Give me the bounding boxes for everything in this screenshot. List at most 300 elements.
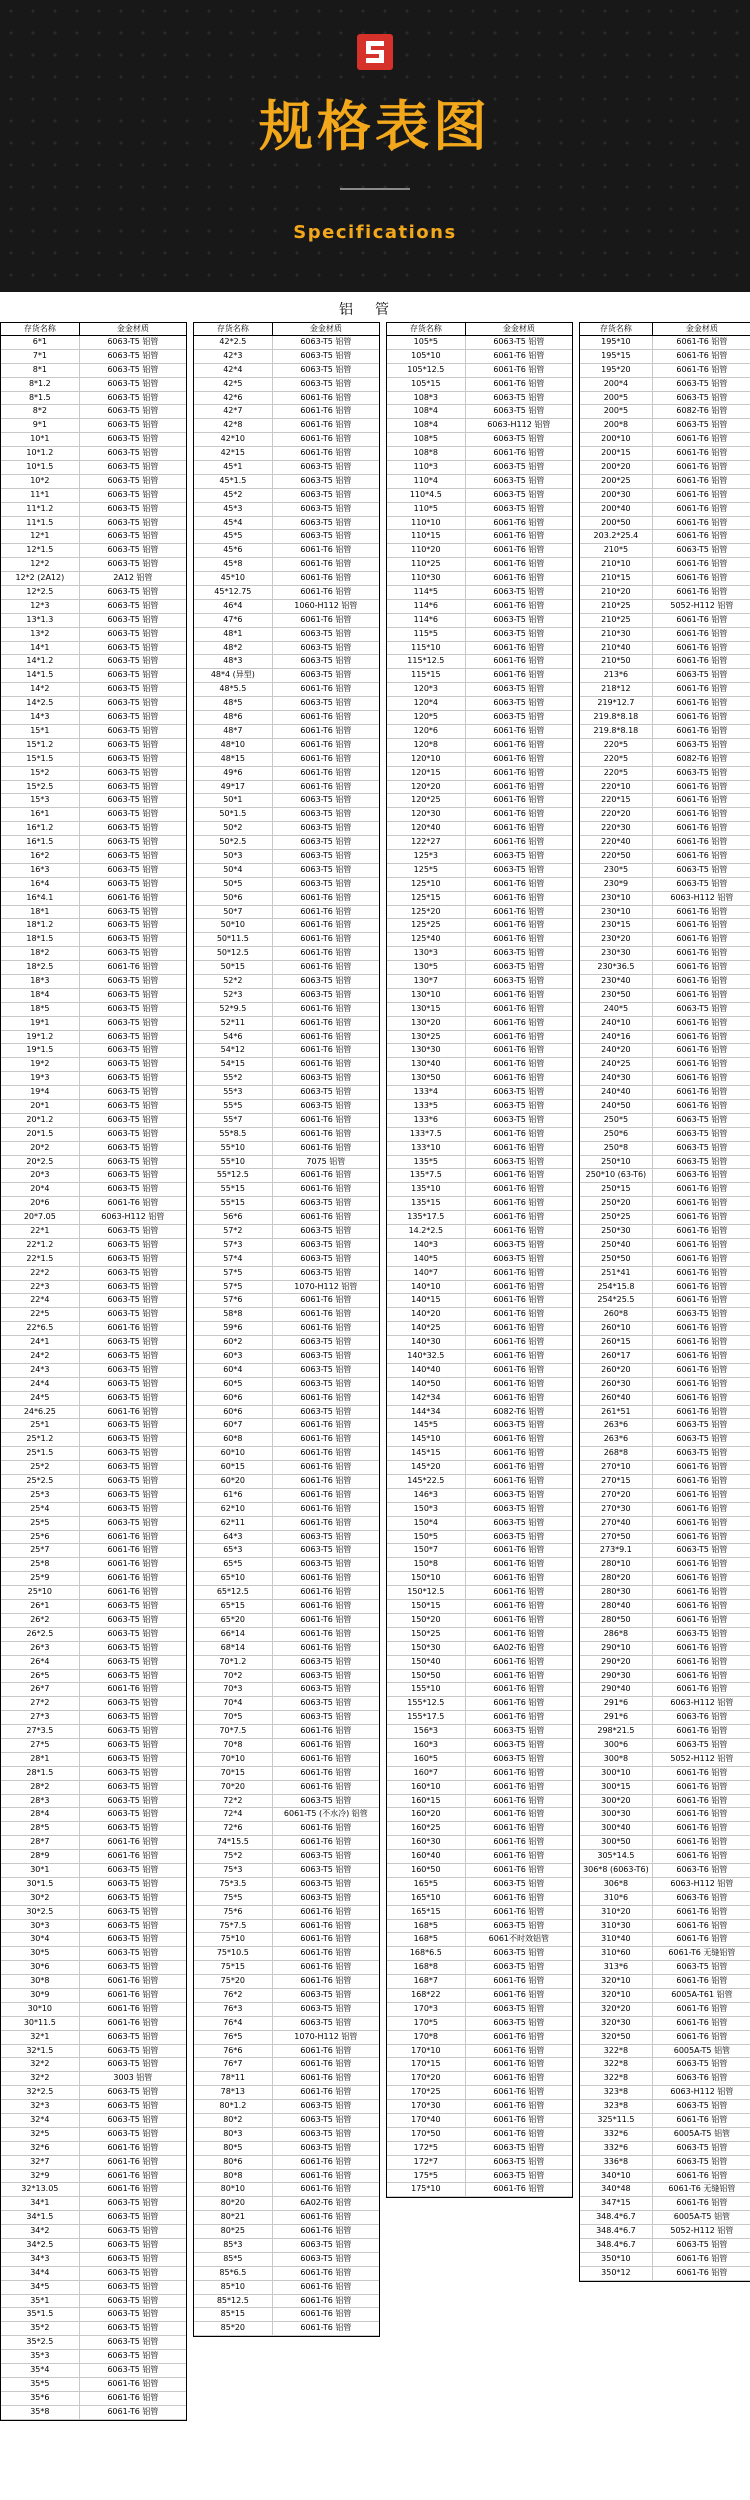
material-cell: 6061-T6 铝管 <box>300 614 352 624</box>
table-row <box>387 933 572 947</box>
material-cell: 6063-T5 铝管 <box>107 1781 159 1791</box>
table-row <box>387 600 572 614</box>
spec-cell: 254*25.5 <box>580 1294 653 1307</box>
material-cell: 6061-T6 铝管 <box>493 1601 545 1611</box>
material-cell: 6061-T6 铝管 <box>493 642 545 652</box>
spec-cell: 13*1.3 <box>1 614 80 627</box>
table-row <box>194 711 379 725</box>
spec-cell: 34*3 <box>1 2253 80 2266</box>
spec-cell: 55*7 <box>194 1114 273 1127</box>
spec-cell: 62*10 <box>194 1503 273 1516</box>
table-row <box>387 1864 572 1878</box>
table-row <box>194 669 379 683</box>
material-cell: 6063-T5 铝管 <box>493 1100 545 1110</box>
material-cell: 6063-T5 铝管 <box>300 1892 352 1902</box>
spec-cell: 68*14 <box>194 1642 273 1655</box>
table-row <box>580 808 750 822</box>
table-row <box>580 1920 750 1934</box>
material-cell: 6063-T5 铝管 <box>107 1864 159 1874</box>
material-cell: 6061-T6 铝管 <box>300 684 352 694</box>
table-row <box>580 1350 750 1364</box>
material-cell: 6061-T6 铝管 <box>493 1781 545 1791</box>
material-cell: 6061-T6 铝管 <box>493 1795 545 1805</box>
spec-cell: 35*4 <box>1 2364 80 2377</box>
spec-cell: 25*6 <box>1 1531 80 1544</box>
material-cell: 6063-T5 铝管 <box>107 2045 159 2055</box>
header-material: 金金材质 <box>685 324 718 333</box>
spec-cell: 30*9 <box>1 1989 80 2002</box>
spec-cell: 57*5 <box>194 1281 273 1294</box>
material-cell: 6063-T5 铝管 <box>300 850 352 860</box>
spec-cell: 75*7.5 <box>194 1920 273 1933</box>
spec-cell: 75*6 <box>194 1906 273 1919</box>
table-row <box>1 1739 186 1753</box>
table-row <box>194 919 379 933</box>
material-cell: 6061-T6 铝管 <box>107 1323 159 1333</box>
spec-cell: 263*6 <box>580 1419 653 1432</box>
material-cell: 6061-T6 铝管 <box>107 2406 159 2416</box>
column-header <box>194 323 379 336</box>
material-cell: 6063-T5 铝管 <box>107 837 159 847</box>
table-row <box>194 1920 379 1934</box>
spec-cell: 85*20 <box>194 2322 273 2335</box>
table-row <box>387 1670 572 1684</box>
spec-cell: 306*8 (6063-T6) <box>580 1864 653 1877</box>
material-cell: 6061-T6 铝管 <box>676 1601 728 1611</box>
spec-cell: 200*50 <box>580 517 653 530</box>
spec-cell: 80*5 <box>194 2142 273 2155</box>
material-cell: 6063-T5 铝管 <box>493 962 545 972</box>
spec-cell: 220*5 <box>580 739 653 752</box>
table-row <box>1 2128 186 2142</box>
material-cell: 6063-T5 铝管 <box>676 1128 728 1138</box>
table-row <box>1 1642 186 1656</box>
table-row <box>580 850 750 864</box>
table-row <box>1 2156 186 2170</box>
spec-cell: 230*10 <box>580 906 653 919</box>
table-row <box>580 1670 750 1684</box>
material-cell: 6061-T6 铝管 <box>493 1976 545 1986</box>
spec-cell: 110*4.5 <box>387 489 466 502</box>
table-row <box>387 1558 572 1572</box>
material-cell: 6063-T5 铝管 <box>676 1628 728 1638</box>
material-cell: 6063-T5 铝管 <box>300 1545 352 1555</box>
table-row <box>194 1239 379 1253</box>
table-row <box>1 822 186 836</box>
table-row <box>1 892 186 906</box>
table-row <box>387 2017 572 2031</box>
spec-cell: 50*1.5 <box>194 808 273 821</box>
spec-cell: 336*8 <box>580 2156 653 2169</box>
material-cell: 6061-T6 铝管 <box>107 1587 159 1597</box>
spec-cell: 18*1.5 <box>1 933 80 946</box>
material-cell: 6061-T6 铝管 <box>676 503 728 513</box>
spec-cell: 160*7 <box>387 1767 466 1780</box>
material-cell: 6063-T5 铝管 <box>107 642 159 652</box>
table-row <box>387 1767 572 1781</box>
material-cell: 6063-T5 铝管 <box>107 1156 159 1166</box>
spec-cell: 168*7 <box>387 1975 466 1988</box>
table-row <box>580 947 750 961</box>
table-row <box>387 628 572 642</box>
table-row <box>194 1586 379 1600</box>
table-row <box>194 2114 379 2128</box>
material-cell: 6061-T6 铝管 <box>300 920 352 930</box>
table-row <box>387 1906 572 1920</box>
spec-cell: 70*10 <box>194 1753 273 1766</box>
spec-cell: 70*20 <box>194 1781 273 1794</box>
material-cell: 6063-T5 铝管 <box>300 1851 352 1861</box>
material-cell: 6063-T5 铝管 <box>107 1392 159 1402</box>
material-cell: 6061-T6 铝管 <box>676 2017 728 2027</box>
spec-cell: 105*15 <box>387 378 466 391</box>
spec-cell: 172*5 <box>387 2142 466 2155</box>
spec-cell: 27*3.5 <box>1 1725 80 1738</box>
material-cell: 6061-T6 铝管 <box>300 781 352 791</box>
table-row <box>194 683 379 697</box>
table-row <box>580 1100 750 1114</box>
material-cell: 6061-T6 铝管 <box>300 892 352 902</box>
table-row <box>387 642 572 656</box>
material-cell: 6061-T6 铝管 <box>676 531 728 541</box>
spec-cell: 76*6 <box>194 2045 273 2058</box>
table-row <box>387 364 572 378</box>
table-row <box>194 1281 379 1295</box>
table-row <box>1 1003 186 1017</box>
table-row <box>194 822 379 836</box>
table-row <box>387 1364 572 1378</box>
table-row <box>580 1281 750 1295</box>
table-row <box>387 1447 572 1461</box>
table-row <box>580 1697 750 1711</box>
spec-cell: 30*1 <box>1 1864 80 1877</box>
table-row <box>580 2170 750 2184</box>
spec-cell: 213*6 <box>580 669 653 682</box>
spec-cell: 22*4 <box>1 1294 80 1307</box>
material-cell: 6061-T6 铝管 <box>493 1142 545 1152</box>
table-row <box>194 1211 379 1225</box>
spec-cell: 170*40 <box>387 2114 466 2127</box>
material-cell: 6061-T6 铝管 <box>493 1559 545 1569</box>
table-row <box>194 2058 379 2072</box>
spec-cell: 340*10 <box>580 2170 653 2183</box>
spec-cell: 348.4*6.7 <box>580 2239 653 2252</box>
spec-cell: 332*6 <box>580 2142 653 2155</box>
spec-cell: 195*15 <box>580 350 653 363</box>
spec-cell: 240*30 <box>580 1072 653 1085</box>
spec-cell: 260*17 <box>580 1350 653 1363</box>
spec-cell: 260*30 <box>580 1378 653 1391</box>
material-cell: 6061-T6 铝管 <box>107 2156 159 2166</box>
spec-cell: 200*25 <box>580 475 653 488</box>
material-cell: 6063-T5 铝管 <box>300 475 352 485</box>
spec-cell: 75*10.5 <box>194 1947 273 1960</box>
material-cell: 6061-T6 铝管 <box>676 1267 728 1277</box>
spec-cell: 45*1.5 <box>194 475 273 488</box>
spec-cell: 135*10 <box>387 1183 466 1196</box>
material-cell: 6063-T5 铝管 <box>676 2142 728 2152</box>
material-cell: 6063-T5 铝管 <box>676 545 728 555</box>
table-row <box>194 1836 379 1850</box>
material-cell: 6061-T6 铝管 <box>300 448 352 458</box>
table-row <box>1 1364 186 1378</box>
material-cell: 6063-T5 铝管 <box>107 1948 159 1958</box>
material-cell: 6063-T5 铝管 <box>107 1517 159 1527</box>
material-cell: 6061-T6 铝管 <box>107 1684 159 1694</box>
table-row <box>387 1211 572 1225</box>
header-material: 金金材质 <box>309 324 342 333</box>
material-cell: 6063-T5 铝管 <box>493 392 545 402</box>
material-cell: 6063-T5 铝管 <box>300 1531 352 1541</box>
material-cell: 6063-T5 铝管 <box>300 1351 352 1361</box>
table-row <box>1 2253 186 2267</box>
table-row <box>580 1364 750 1378</box>
material-cell: 6061-T6 铝管 <box>493 378 545 388</box>
material-cell: 6061-T6 铝管 <box>676 1295 728 1305</box>
table-row <box>1 919 186 933</box>
material-cell: 6061-T6 铝管 <box>493 448 545 458</box>
material-cell: 6063-H112 铝管 <box>101 1212 165 1222</box>
table-row <box>194 1683 379 1697</box>
material-cell: 6061-T6 铝管 <box>676 1184 728 1194</box>
material-cell: 6063-T5 铝管 <box>300 1406 352 1416</box>
material-cell: 6063-T5 铝管 <box>300 1239 352 1249</box>
table-row <box>194 475 379 489</box>
material-cell: 6061-T6 铝管 <box>107 2392 159 2402</box>
spec-cell: 250*5 <box>580 1114 653 1127</box>
material-cell: 6061-T6 铝管 <box>676 1351 728 1361</box>
material-cell: 6061-T6 铝管 <box>493 1809 545 1819</box>
table-row <box>580 405 750 419</box>
material-cell: 6063-T5 铝管 <box>107 989 159 999</box>
table-row <box>1 1406 186 1420</box>
material-cell: 6063-T5 铝管 <box>493 587 545 597</box>
table-row <box>580 2058 750 2072</box>
material-cell: 6063-T5 铝管 <box>300 809 352 819</box>
spec-cell: 140*40 <box>387 1364 466 1377</box>
spec-cell: 130*10 <box>387 989 466 1002</box>
material-cell: 6063-T5 铝管 <box>493 1962 545 1972</box>
spec-cell: 150*10 <box>387 1572 466 1585</box>
spec-cell: 45*5 <box>194 530 273 543</box>
table-row <box>194 1267 379 1281</box>
material-cell: 6063-T5 铝管 <box>107 1726 159 1736</box>
material-cell: 6061-T6 铝管 <box>300 1420 352 1430</box>
table-row <box>1 1683 186 1697</box>
spec-cell: 130*30 <box>387 1044 466 1057</box>
material-cell: 6063-T5 铝管 <box>493 406 545 416</box>
spec-cell: 70*15 <box>194 1767 273 1780</box>
material-cell: 6063-H112 铝管 <box>670 1698 734 1708</box>
table-row <box>194 2281 379 2295</box>
table-row <box>1 642 186 656</box>
spec-cell: 75*3.5 <box>194 1878 273 1891</box>
material-cell: 6063-T6 铝管 <box>676 1170 728 1180</box>
material-cell: 6063-T5 铝管 <box>107 934 159 944</box>
spec-cell: 114*5 <box>387 586 466 599</box>
table-row <box>194 642 379 656</box>
table-row <box>194 961 379 975</box>
spec-cell: 57*6 <box>194 1294 273 1307</box>
spec-cell: 52*2 <box>194 975 273 988</box>
spec-cell: 260*15 <box>580 1336 653 1349</box>
material-cell: 6063-T5 铝管 <box>107 1712 159 1722</box>
material-cell: 6063-T6 铝管 <box>676 1712 728 1722</box>
spec-cell: 261*51 <box>580 1406 653 1419</box>
material-cell: 6063-T5 铝管 <box>107 1489 159 1499</box>
spec-cell: 300*50 <box>580 1836 653 1849</box>
material-cell: 6063-T5 铝管 <box>493 434 545 444</box>
spec-cell: 70*1.2 <box>194 1656 273 1669</box>
table-row <box>580 933 750 947</box>
table-row <box>194 1711 379 1725</box>
material-cell: 6061-T6 铝管 <box>676 1587 728 1597</box>
table-row <box>1 906 186 920</box>
table-row <box>194 1947 379 1961</box>
table-row <box>580 1239 750 1253</box>
table-row <box>387 864 572 878</box>
table-row <box>1 655 186 669</box>
material-cell: 6061-T6 铝管 <box>676 1087 728 1097</box>
table-row <box>194 2322 379 2336</box>
spec-cell: 168*22 <box>387 1989 466 2002</box>
spec-cell: 15*1.2 <box>1 739 80 752</box>
spec-cell: 150*50 <box>387 1670 466 1683</box>
material-cell: 6061-T6 铝管 <box>300 2087 352 2097</box>
material-cell: 6061-T6 铝管 <box>300 753 352 763</box>
table-row <box>580 2156 750 2170</box>
material-cell: 6061-T6 铝管 <box>493 573 545 583</box>
table-row <box>580 586 750 600</box>
material-cell: 6005A-T5 铝管 <box>673 2045 731 2055</box>
table-row <box>387 475 572 489</box>
material-cell: 6063-T5 铝管 <box>107 1378 159 1388</box>
material-cell: 6061-T6 铝管 <box>676 1212 728 1222</box>
spec-cell: 203.2*25.4 <box>580 530 653 543</box>
spec-cell: 57*4 <box>194 1253 273 1266</box>
material-cell: 6063-H112 铝管 <box>670 892 734 902</box>
table-row <box>580 1475 750 1489</box>
table-row <box>194 1697 379 1711</box>
table-row <box>194 1975 379 1989</box>
table-row <box>194 1044 379 1058</box>
table-row <box>387 1975 572 1989</box>
spec-cell: 16*4 <box>1 878 80 891</box>
material-cell: 6061-T6 铝管 <box>493 809 545 819</box>
spec-cell: 12*2 <box>1 558 80 571</box>
spec-cell: 35*5 <box>1 2378 80 2391</box>
spec-cell: 270*10 <box>580 1461 653 1474</box>
table-row <box>387 1753 572 1767</box>
spec-cell: 48*5 <box>194 697 273 710</box>
spec-cell: 42*6 <box>194 392 273 405</box>
material-cell: 6063-T5 铝管 <box>107 2281 159 2291</box>
spec-cell: 114*6 <box>387 614 466 627</box>
spec-cell: 26*1 <box>1 1600 80 1613</box>
spec-cell: 251*41 <box>580 1267 653 1280</box>
table-row <box>194 1294 379 1308</box>
material-cell: 6061-T6 铝管 <box>676 350 728 360</box>
material-cell: 6063-T5 铝管 <box>107 364 159 374</box>
table-row <box>194 1156 379 1170</box>
table-row <box>580 1836 750 1850</box>
table-row <box>194 1378 379 1392</box>
table-row <box>387 1322 572 1336</box>
material-cell: 6061-T6 铝管 <box>300 2059 352 2069</box>
spec-cell: 70*5 <box>194 1711 273 1724</box>
table-row <box>194 405 379 419</box>
spec-cell: 250*15 <box>580 1183 653 1196</box>
material-cell: 6061-T6 铝管 <box>300 1517 352 1527</box>
spec-cell: 50*1 <box>194 794 273 807</box>
material-cell: 6061-T6 铝管 <box>493 1712 545 1722</box>
material-cell: 6061-T6 铝管 <box>300 1934 352 1944</box>
material-cell: 6061-T6 铝管 <box>676 1031 728 1041</box>
material-cell: 6061-T6 铝管 <box>300 1212 352 1222</box>
table-row <box>580 1961 750 1975</box>
table-row <box>580 1322 750 1336</box>
column-header <box>580 323 750 336</box>
spec-cell: 210*25 <box>580 614 653 627</box>
spec-cell: 240*25 <box>580 1058 653 1071</box>
table-row <box>194 836 379 850</box>
table-row <box>194 1142 379 1156</box>
material-cell: 6061-T6 铝管 <box>493 1128 545 1138</box>
table-row <box>1 1197 186 1211</box>
table-row <box>194 1642 379 1656</box>
spec-cell: 170*50 <box>387 2128 466 2141</box>
spec-cell: 270*20 <box>580 1489 653 1502</box>
material-cell: 6063-T5 铝管 <box>107 1295 159 1305</box>
table-row <box>387 1308 572 1322</box>
spec-cell: 49*17 <box>194 781 273 794</box>
table-row <box>1 1892 186 1906</box>
spec-cell: 32*2.5 <box>1 2086 80 2099</box>
table-row <box>580 781 750 795</box>
material-cell: 6061-T6 铝管 <box>676 1851 728 1861</box>
table-row <box>1 753 186 767</box>
table-row <box>580 1003 750 1017</box>
spec-cell: 57*2 <box>194 1225 273 1238</box>
spec-cell: 48*15 <box>194 753 273 766</box>
material-cell: 6063-T5 铝管 <box>676 2240 728 2250</box>
material-cell: 6061-T6 铝管 <box>676 989 728 999</box>
spec-cell: 28*1 <box>1 1753 80 1766</box>
table-row <box>580 1031 750 1045</box>
table-row <box>580 475 750 489</box>
material-cell: 6061-T6 铝管 <box>300 1462 352 1472</box>
material-cell: 6063-T5 铝管 <box>107 2267 159 2277</box>
table-row <box>580 1086 750 1100</box>
table-row <box>194 1614 379 1628</box>
table-row <box>387 808 572 822</box>
spec-cell: 300*30 <box>580 1808 653 1821</box>
table-row <box>387 1156 572 1170</box>
spec-cell: 120*10 <box>387 753 466 766</box>
spec-cell: 250*10 <box>580 1156 653 1169</box>
material-cell: 6061-T6 铝管 <box>300 1045 352 1055</box>
table-row <box>580 1767 750 1781</box>
material-cell: 6061-T6 铝管 <box>107 1198 159 1208</box>
table-row <box>1 1156 186 1170</box>
table-row <box>387 1183 572 1197</box>
material-cell: 6061-T6 铝管 <box>300 2295 352 2305</box>
material-cell: 6063-T5 铝管 <box>107 1476 159 1486</box>
material-cell: 6061-T6 铝管 <box>676 1364 728 1374</box>
material-cell: 6061-T6 铝管 <box>676 1823 728 1833</box>
table-row <box>194 419 379 433</box>
table-row <box>1 1086 186 1100</box>
